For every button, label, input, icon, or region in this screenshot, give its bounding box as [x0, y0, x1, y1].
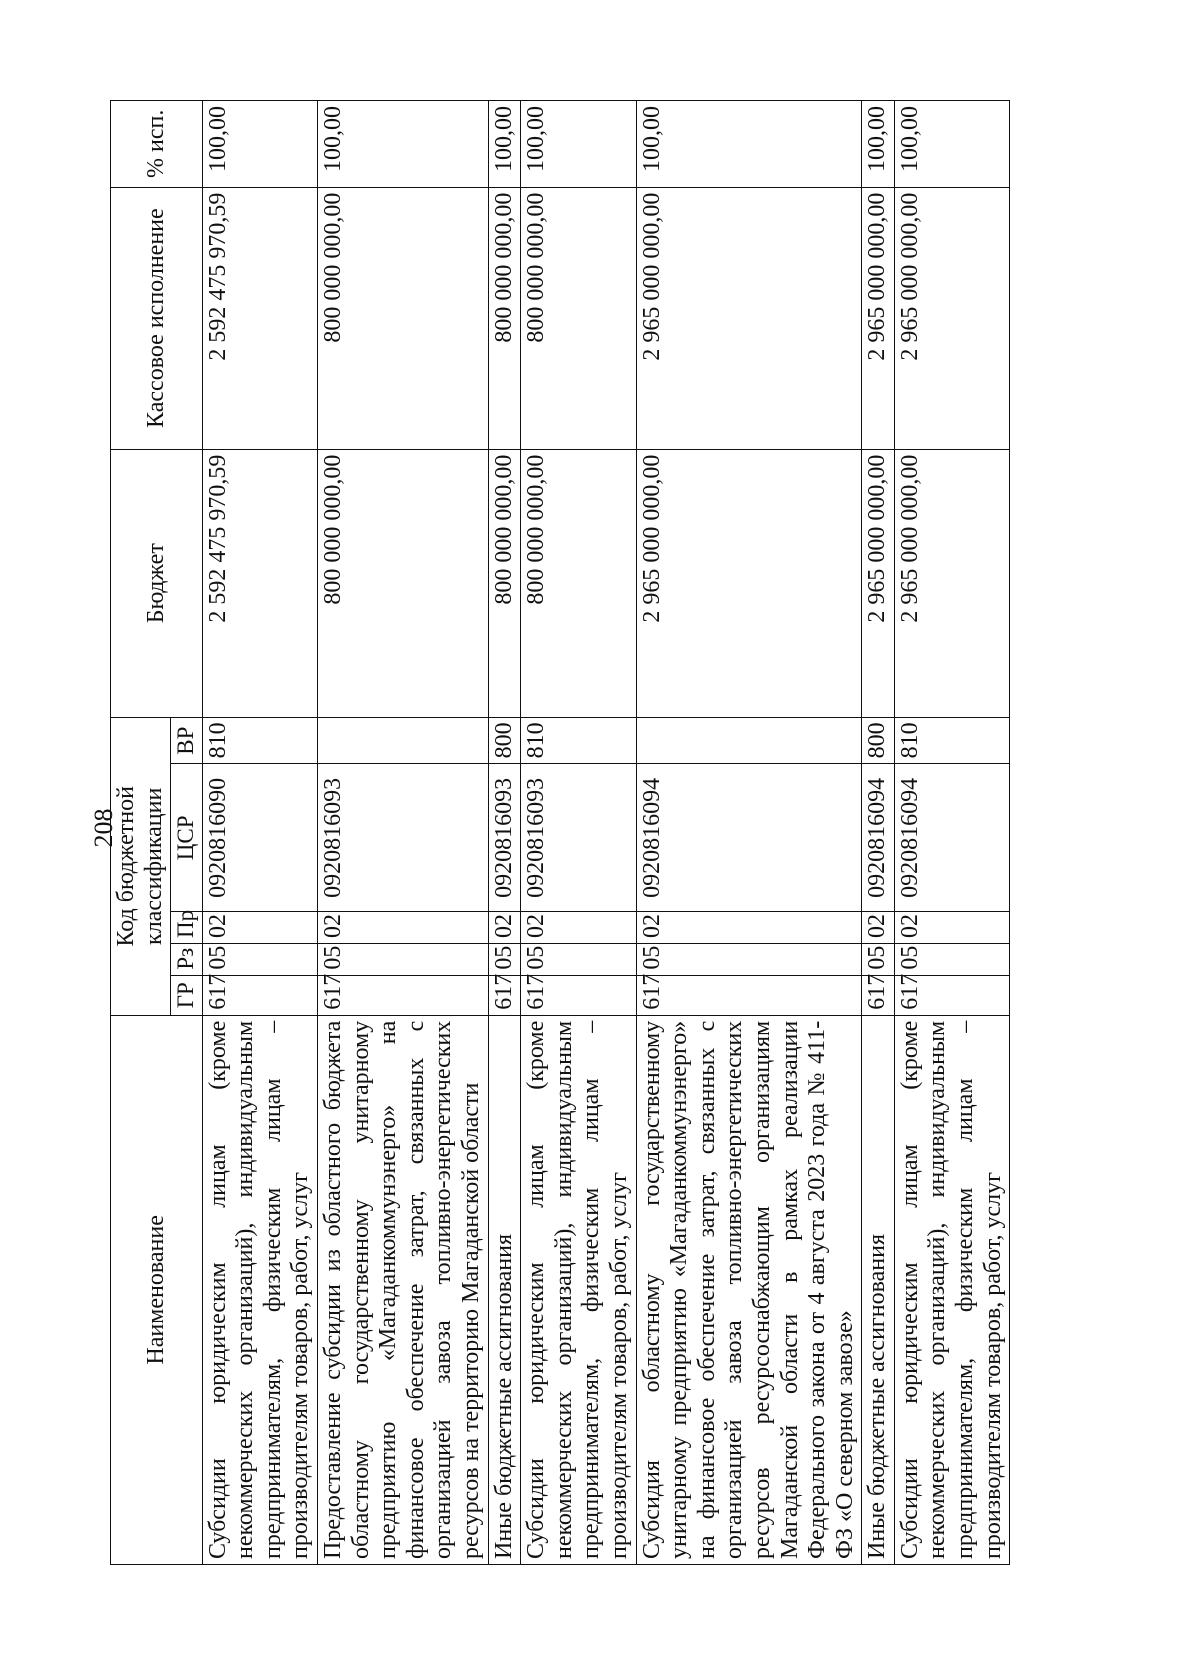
table-row	[202, 101, 317, 1565]
header-code-group: Код бюджетной классификации	[111, 717, 171, 1015]
row-cash: 800 000 000,00	[521, 187, 636, 449]
row-pct: 100,00	[862, 101, 895, 188]
row-gr: 617	[488, 975, 521, 1015]
row-cash: 2 965 000 000,00	[894, 187, 1009, 449]
row-name: Иные бюджетные ассигнования	[862, 1015, 895, 1564]
page-number: 208	[89, 808, 118, 848]
row-cash: 800 000 000,00	[318, 187, 489, 449]
row-budget: 2 965 000 000,00	[862, 449, 895, 717]
row-cash: 2 965 000 000,00	[862, 187, 895, 449]
budget-table	[110, 100, 1010, 1565]
row-budget: 800 000 000,00	[521, 449, 636, 717]
row-vr: 810	[521, 717, 636, 764]
row-pct: 100,00	[894, 101, 1009, 188]
row-csr: 0920816093	[521, 764, 636, 912]
row-cash: 2 965 000 000,00	[636, 187, 862, 449]
table-row	[318, 101, 489, 1565]
row-pr: 02	[636, 912, 862, 944]
row-gr: 617	[636, 975, 862, 1015]
header-row-1	[111, 101, 171, 1565]
row-gr: 617	[318, 975, 489, 1015]
row-vr: 810	[894, 717, 1009, 764]
header-vr: ВР	[171, 717, 202, 764]
row-budget: 2 965 000 000,00	[636, 449, 862, 717]
rotated-table-container	[110, 100, 1006, 1565]
row-name: Субсидии юридическим лицам (кроме некоммерческих организаций), индивидуальным предпринимателям, физическим лицам – производителям товаров, работ, услуг	[521, 1015, 636, 1564]
row-name: Субсидии юридическим лицам (кроме некоммерческих организаций), индивидуальным предпринимателям, физическим лицам – производителям товаров, работ, услуг	[894, 1015, 1009, 1564]
row-pct: 100,00	[318, 101, 489, 188]
row-rz: 05	[318, 943, 489, 975]
table-row	[636, 101, 862, 1565]
row-pr: 02	[521, 912, 636, 944]
row-pr: 02	[862, 912, 895, 944]
row-rz: 05	[862, 943, 895, 975]
row-pct: 100,00	[636, 101, 862, 188]
row-gr: 617	[862, 975, 895, 1015]
row-vr: 800	[862, 717, 895, 764]
header-pr: Пр	[171, 912, 202, 944]
row-csr: 0920816093	[488, 764, 521, 912]
row-name: Субсидия областному государственному унитарному предприятию «Магаданкоммунэнерго» на финансовое обеспечение затрат, связанных с организацией завоза топливно-энергетических ресурсов ресурсоснабжающим организациям Магаданской области в рамках реализации Федерального закона от 4 августа 2023 года № 411-ФЗ «О северном завозе»	[636, 1015, 862, 1564]
row-rz: 05	[202, 943, 317, 975]
row-name: Иные бюджетные ассигнования	[488, 1015, 521, 1564]
row-csr: 0920816094	[862, 764, 895, 912]
row-name: Предоставление субсидии из областного бюджета областному государственному унитарному предприятию «Магаданкоммунэнерго» на финансовое обеспечение затрат, связанных с организацией завоза топливно-энергетических ресурсов на территорию Магаданской области	[318, 1015, 489, 1564]
row-cash: 800 000 000,00	[488, 187, 521, 449]
header-name: Наименование	[111, 1015, 203, 1564]
table-row	[488, 101, 521, 1565]
row-budget: 2 965 000 000,00	[894, 449, 1009, 717]
row-vr: 800	[488, 717, 521, 764]
row-rz: 05	[894, 943, 1009, 975]
row-pr: 02	[318, 912, 489, 944]
row-vr	[318, 717, 489, 764]
table-row	[521, 101, 636, 1565]
header-rz: Рз	[171, 943, 202, 975]
row-vr: 810	[202, 717, 317, 764]
row-name: Субсидии юридическим лицам (кроме некоммерческих организаций), индивидуальным предпринимателям, физическим лицам – производителям товаров, работ, услуг	[202, 1015, 317, 1564]
table-row	[894, 101, 1009, 1565]
header-pct: % исп.	[111, 101, 203, 188]
row-gr: 617	[202, 975, 317, 1015]
row-pct: 100,00	[488, 101, 521, 188]
table-row	[862, 101, 895, 1565]
header-gr: ГР	[171, 975, 202, 1015]
row-gr: 617	[894, 975, 1009, 1015]
row-rz: 05	[488, 943, 521, 975]
row-csr: 0920816093	[318, 764, 489, 912]
row-vr	[636, 717, 862, 764]
row-pr: 02	[202, 912, 317, 944]
row-csr: 0920816094	[894, 764, 1009, 912]
header-cash: Кассовое исполнение	[111, 187, 203, 449]
row-csr: 0920816094	[636, 764, 862, 912]
row-gr: 617	[521, 975, 636, 1015]
row-budget: 800 000 000,00	[488, 449, 521, 717]
row-rz: 05	[521, 943, 636, 975]
row-csr: 0920816090	[202, 764, 317, 912]
row-rz: 05	[636, 943, 862, 975]
row-pr: 02	[894, 912, 1009, 944]
row-budget: 2 592 475 970,59	[202, 449, 317, 717]
header-csr: ЦСР	[171, 764, 202, 912]
row-cash: 2 592 475 970,59	[202, 187, 317, 449]
header-budget: Бюджет	[111, 449, 203, 717]
row-pr: 02	[488, 912, 521, 944]
row-pct: 100,00	[202, 101, 317, 188]
row-pct: 100,00	[521, 101, 636, 188]
row-budget: 800 000 000,00	[318, 449, 489, 717]
